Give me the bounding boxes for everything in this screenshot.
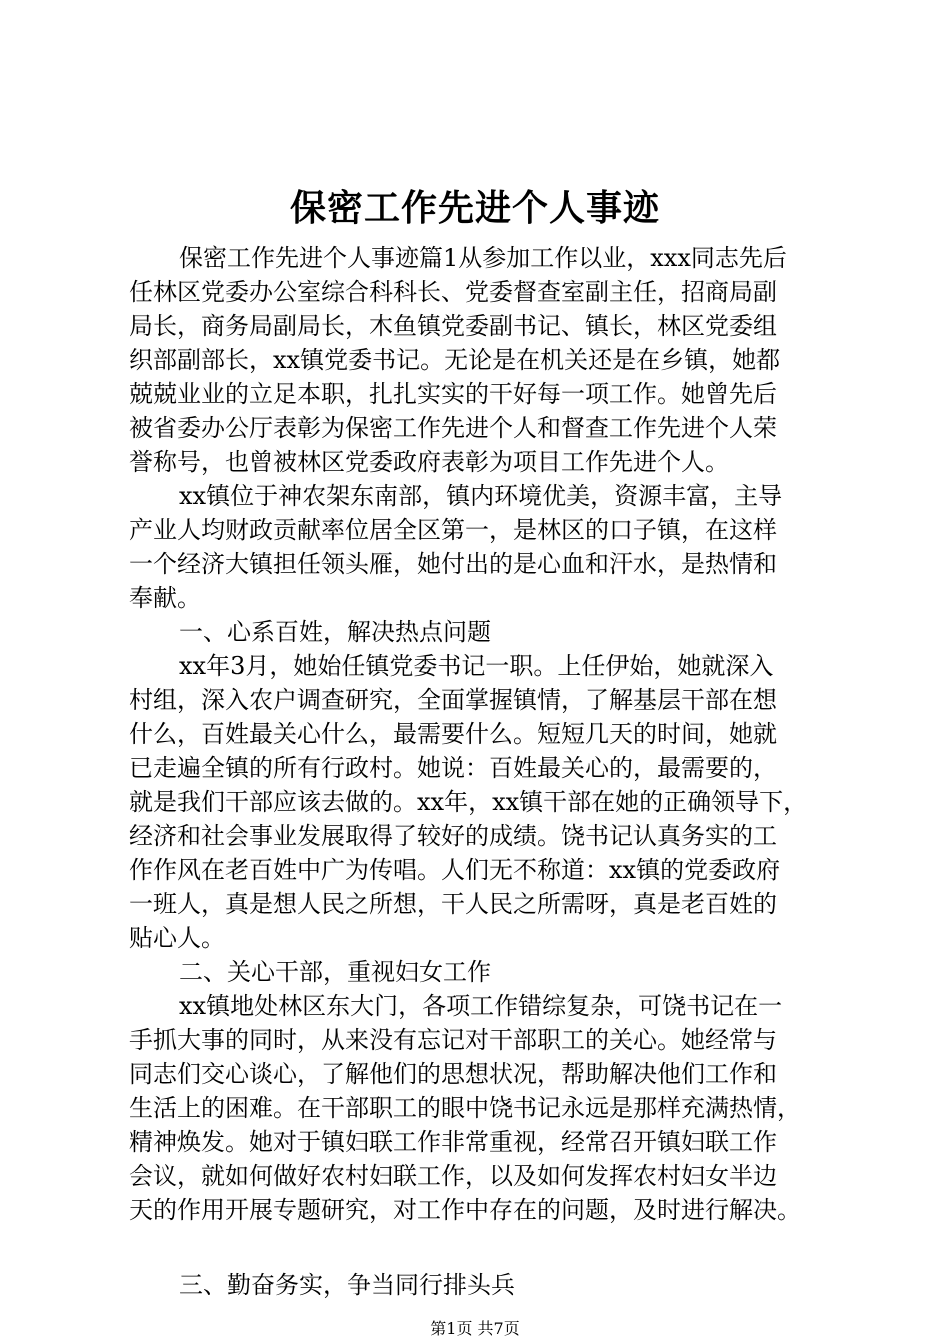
- paragraph-line: 保密工作先进个人事迹篇1从参加工作以业，xxx同志先后: [179, 244, 787, 272]
- paragraph-line: 织部副部长，xx镇党委书记。无论是在机关还是在乡镇，她都: [129, 346, 781, 374]
- paragraph-line: 同志们交心谈心，了解他们的思想状况，帮助解决他们工作和: [129, 1060, 777, 1088]
- paragraph-line: 天的作用开展专题研究，对工作中存在的问题，及时进行解决。: [129, 1196, 801, 1224]
- paragraph-line: 兢兢业业的立足本职，扎扎实实的干好每一项工作。她曾先后: [129, 380, 777, 408]
- paragraph-line: 贴心人。: [129, 924, 225, 952]
- section-heading: 三、勤奋务实，争当同行排头兵: [179, 1271, 515, 1299]
- paragraph-line: 会议，就如何做好农村妇联工作，以及如何发挥农村妇女半边: [129, 1162, 777, 1190]
- paragraph-line: xx镇地处林区东大门，各项工作错综复杂，可饶书记在一: [179, 992, 783, 1020]
- paragraph-line: xx镇位于神农架东南部，镇内环境优美，资源丰富，主导: [179, 482, 783, 510]
- paragraph-line: 村组，深入农户调查研究，全面掌握镇情，了解基层干部在想: [129, 686, 777, 714]
- paragraph-line: 作作风在老百姓中广为传唱。人们无不称道：xx镇的党委政府: [129, 856, 781, 884]
- paragraph-line: 奉献。: [129, 584, 201, 612]
- paragraph-line: 就是我们干部应该去做的。xx年，xx镇干部在她的正确领导下，: [129, 788, 808, 816]
- paragraph-line: 精神焕发。她对于镇妇联工作非常重视，经常召开镇妇联工作: [129, 1128, 777, 1156]
- paragraph-line: 什么，百姓最关心什么，最需要什么。短短几天的时间，她就: [129, 720, 777, 748]
- paragraph-line: 一班人，真是想人民之所想，干人民之所需呀，真是老百姓的: [129, 890, 777, 918]
- paragraph-line: 生活上的困难。在干部职工的眼中饶书记永远是那样充满热情，: [129, 1094, 801, 1122]
- paragraph-line: 产业人均财政贡献率位居全区第一，是林区的口子镇，在这样: [129, 516, 777, 544]
- paragraph-line: 已走遍全镇的所有行政村。她说：百姓最关心的，最需要的，: [129, 754, 777, 782]
- paragraph-line: 一个经济大镇担任领头雁，她付出的是心血和汗水，是热情和: [129, 550, 777, 578]
- paragraph-line: 局长，商务局副局长，木鱼镇党委副书记、镇长，林区党委组: [129, 312, 777, 340]
- page-footer: 第1页 共7页: [430, 1319, 520, 1338]
- paragraph-line: xx年3月，她始任镇党委书记一职。上任伊始，她就深入: [179, 652, 774, 680]
- paragraph-line: 手抓大事的同时，从来没有忘记对干部职工的关心。她经常与: [129, 1026, 777, 1054]
- section-heading: 二、关心干部，重视妇女工作: [179, 958, 491, 986]
- paragraph-line: 被省委办公厅表彰为保密工作先进个人和督查工作先进个人荣: [129, 414, 777, 442]
- section-heading: 一、心系百姓，解决热点问题: [179, 618, 491, 646]
- paragraph-line: 誉称号，也曾被林区党委政府表彰为项目工作先进个人。: [129, 448, 729, 476]
- document-title: 保密工作先进个人事迹: [289, 187, 660, 229]
- paragraph-line: 经济和社会事业发展取得了较好的成绩。饶书记认真务实的工: [129, 822, 777, 850]
- paragraph-line: 任林区党委办公室综合科科长、党委督查室副主任，招商局副: [129, 278, 777, 306]
